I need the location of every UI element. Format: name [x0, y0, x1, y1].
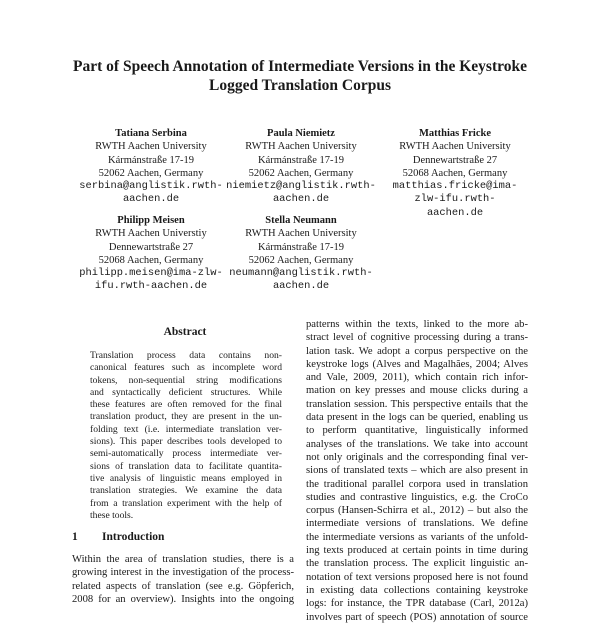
body-line: Within the area of translation studies, there is a: [72, 554, 294, 565]
abstract-line: sions). This paper describes tools developed to: [90, 436, 282, 448]
author-city: 52062 Aachen, Germany: [98, 167, 204, 179]
body-line: analyses of the translations. We take into account: [306, 438, 528, 450]
abstract-body: [90, 350, 282, 522]
body-line: sions of translated texts – which are also present in: [306, 465, 528, 477]
abstract-line: translation strategies. We examine the data: [90, 485, 282, 497]
author-street: Dennewartstraße 27: [108, 241, 194, 253]
author-block: [66, 214, 236, 294]
author-block: [370, 127, 540, 220]
abstract-line: from a translation experiment with the help of: [90, 497, 282, 509]
body-line: intermediate versions of translations. We define: [306, 518, 528, 530]
body-line: growing interest in the investigation of the process-: [72, 567, 294, 579]
author-city: 52068 Aachen, Germany: [98, 254, 204, 266]
abstract-line: tive analysis of linguistic means employed in: [90, 472, 282, 484]
abstract-heading: Abstract: [163, 326, 207, 338]
author-street: Kármánstraße 17-19: [257, 154, 344, 166]
author-affiliation: RWTH Aachen Universtiy: [95, 228, 207, 240]
author-email[interactable]: philipp.meisen@ima-zlw-: [79, 267, 223, 280]
body-line: ing texts produced at certain points in time during: [306, 545, 528, 557]
author-email[interactable]: ifu.rwth-aachen.de: [94, 280, 208, 293]
author-name: Stella Neumann: [265, 215, 337, 226]
author-city: 52068 Aachen, Germany: [402, 167, 508, 179]
body-line: notation of text versions proposed here is not found: [306, 571, 528, 583]
abstract-line: these tools.: [90, 509, 134, 521]
body-line: related aspects of translation (see e.g. Göpferich,: [72, 580, 294, 592]
section-number: 1: [72, 531, 78, 543]
author-email[interactable]: matthias.fricke@ima-: [392, 180, 518, 193]
abstract-line: sions of translation data to facilitate quantita-: [90, 460, 282, 472]
author-name: Matthias Fricke: [418, 128, 492, 139]
title-line: Logged Translation Corpus: [208, 77, 392, 94]
body-line: keystroke logs (Alves and Magalhães, 2004; Alves: [306, 358, 528, 370]
author-affiliation: RWTH Aachen University: [95, 141, 207, 153]
author-email[interactable]: aachen.de: [122, 193, 180, 206]
title-line: Part of Speech Annotation of Intermediate Versions in the Keystroke: [73, 58, 527, 75]
author-affiliation: RWTH Aachen University: [245, 141, 357, 153]
section-title: Introduction: [102, 531, 165, 543]
author-email[interactable]: neumann@anglistik.rwth-: [229, 267, 373, 280]
author-street: Dennewartstraße 27: [412, 154, 498, 166]
author-affiliation: RWTH Aachen University: [245, 228, 357, 240]
body-line: data present in the logs can be queried, enabling us: [306, 412, 528, 424]
author-affiliation: RWTH Aachen University: [399, 141, 511, 153]
author-name: Tatiana Serbina: [115, 128, 187, 139]
abstract-line: tokens, non-sequential string modifications: [90, 374, 282, 386]
body-line: the traditional parallel corpora used in translation: [306, 478, 528, 490]
abstract-line: these features are often removed for the final: [90, 399, 282, 411]
introduction-body: [72, 553, 294, 606]
author-email[interactable]: aachen.de: [272, 280, 330, 293]
author-block: [216, 127, 386, 207]
body-line: the intermediate versions as variants of the unfold-: [306, 531, 528, 543]
body-line: logs: for instance, the TPR database (Carl, 2012a): [306, 598, 528, 610]
author-name: Philipp Meisen: [117, 215, 185, 226]
author-email[interactable]: aachen.de: [272, 193, 330, 206]
author-name: Paula Niemietz: [267, 128, 335, 139]
abstract-line: and syntactically deficient structures. While: [90, 386, 282, 398]
body-line: involves part of speech (POS) annotation of source: [306, 611, 528, 623]
author-street: Kármánstraße 17-19: [107, 154, 194, 166]
body-line: studies and contrastive linguistics, e.g. the CroCo: [306, 491, 528, 503]
body-line: lation task. We adopt a corpus perspective on the: [306, 345, 528, 357]
author-email[interactable]: aachen.de: [426, 206, 484, 219]
paper-title: [60, 57, 540, 95]
abstract-line: translation product, they are present in the un-: [90, 411, 282, 423]
body-line: mation on key presses and mouse clicks during a: [306, 385, 528, 397]
body-line: corpus (Hansen-Schirra et al., 2012) – but also the: [306, 505, 528, 517]
body-line: to perform quantitative, linguistically informed: [306, 425, 528, 437]
author-email[interactable]: zlw-ifu.rwth-: [414, 193, 496, 206]
author-city: 52062 Aachen, Germany: [248, 167, 354, 179]
author-street: Kármánstraße 17-19: [257, 241, 344, 253]
body-line: translation session. This perspective entails that the: [306, 398, 528, 410]
author-block: [216, 214, 386, 294]
abstract-line: Translation process data contains non-: [90, 350, 282, 361]
section-heading: [72, 531, 164, 543]
author-block: [66, 127, 236, 207]
body-line: and Vale, 2009, 2011), which contain rich infor-: [306, 372, 528, 384]
body-line: in existing data collections containing keystroke: [306, 584, 528, 596]
abstract-line: canonical features such as incomplete word: [90, 362, 282, 374]
body-line: stract level of cognitive processing during a trans-: [306, 332, 528, 344]
body-line: the translation process. The explicit linguistic an-: [306, 558, 528, 570]
author-email[interactable]: niemietz@anglistik.rwth-: [226, 180, 376, 193]
body-line: patterns within the texts, linked to the more ab-: [306, 319, 528, 330]
abstract-line: folding text (i.e. intermediate translation ver-: [90, 423, 282, 435]
author-email[interactable]: serbina@anglistik.rwth-: [79, 180, 223, 193]
body-line: not only originals and the corresponding final ver-: [306, 451, 528, 463]
right-column-body: [306, 318, 528, 624]
body-line: 2008 for an overview). Insights into the ongoing: [72, 593, 294, 605]
abstract-line: semi-automatically process intermediate ver-: [90, 448, 282, 460]
author-city: 52062 Aachen, Germany: [248, 254, 354, 266]
